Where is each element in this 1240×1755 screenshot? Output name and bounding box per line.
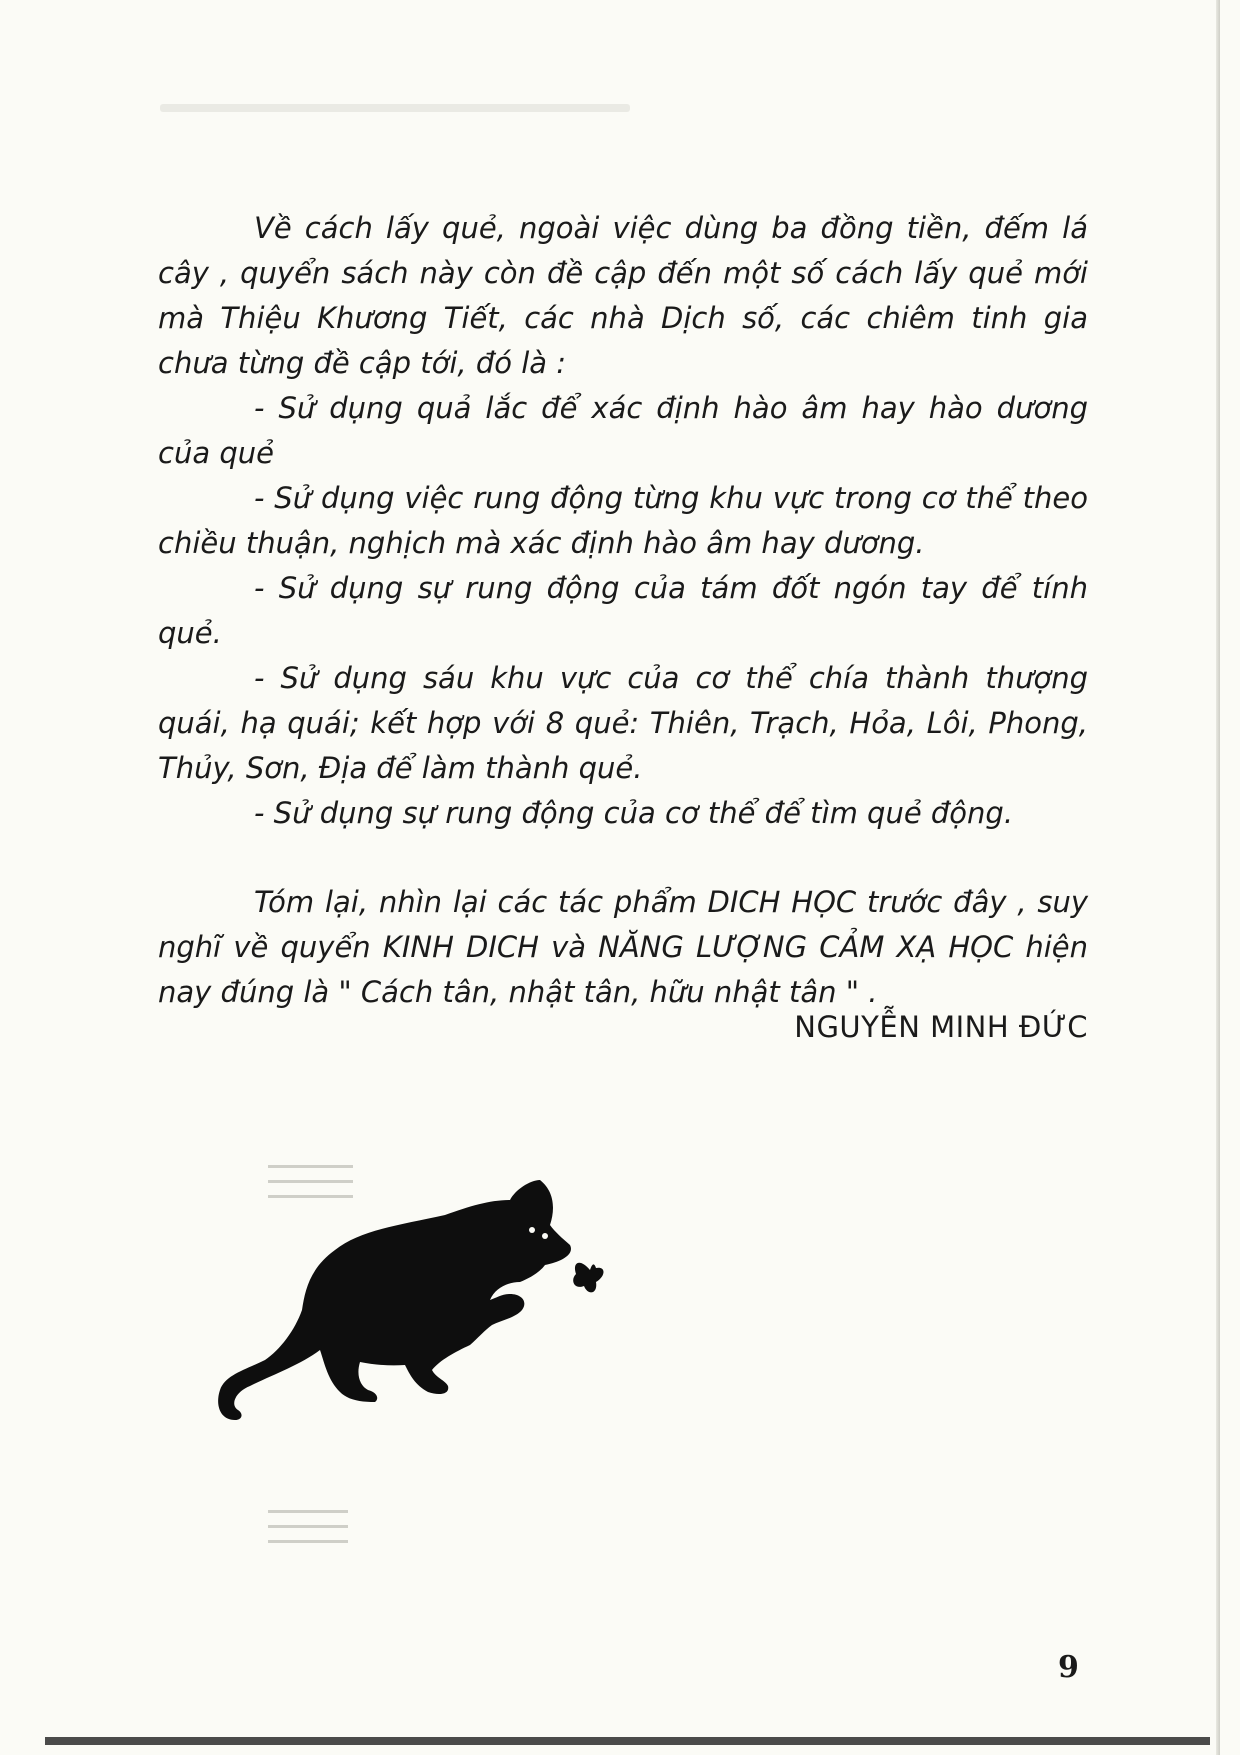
cat-illustration — [210, 1170, 640, 1430]
list-item: - Sử dụng sáu khu vực của cơ thể chía thành thượng quái, hạ quái; kết hợp với 8 quẻ: Thiên, Trạch, Hỏa, Lôi, Phong, Thủy, Sơn, Địa để làm thành quẻ. — [158, 661, 1088, 785]
list-item: - Sử dụng sự rung động của cơ thể để tìm quẻ động. — [254, 796, 1014, 830]
butterfly-silhouette — [573, 1263, 603, 1293]
list-item: - Sử dụng quả lắc để xác định hào âm hay hào dương của quẻ — [158, 391, 1088, 470]
cat-eye-icon — [529, 1227, 535, 1233]
decorative-line — [268, 1165, 353, 1168]
cat-eye-icon — [542, 1233, 548, 1239]
paragraph-intro: Về cách lấy quẻ, ngoài việc dùng ba đồng tiền, đếm lá cây , quyển sách này còn đề cập đến một số cách lấy quẻ mới mà Thiệu Khương Tiết, các nhà Dịch số, các chiêm tinh gia chưa từng đề cập tới, đó là : — [158, 211, 1088, 380]
paragraph-gap — [158, 836, 1088, 880]
list-item: - Sử dụng sự rung động của tám đốt ngón tay để tính quẻ. — [158, 571, 1088, 650]
body-text — [158, 206, 1088, 1015]
list-item: - Sử dụng việc rung động từng khu vực trong cơ thể theo chiều thuận, nghịch mà xác định hào âm hay dương. — [158, 481, 1088, 560]
paragraph-conclusion: Tóm lại, nhìn lại các tác phẩm DICH HỌC trước đây , suy nghĩ về quyển KINH DICH và NĂNG LƯỢNG CẢM XẠ HỌC hiện nay đúng là " Cách tân, nhật tân, hữu nhật tân " . — [158, 885, 1088, 1009]
decorative-line — [268, 1525, 348, 1528]
decorative-line — [268, 1510, 348, 1513]
decorative-line — [268, 1540, 348, 1543]
page-edge-right — [1216, 0, 1220, 1755]
page-number: 9 — [1058, 1650, 1079, 1685]
cat-silhouette — [218, 1180, 571, 1420]
faded-running-header — [160, 104, 630, 112]
author-signature: NGUYỄN MINH ĐỨC — [794, 1010, 1088, 1044]
page-edge-bottom — [45, 1737, 1210, 1745]
